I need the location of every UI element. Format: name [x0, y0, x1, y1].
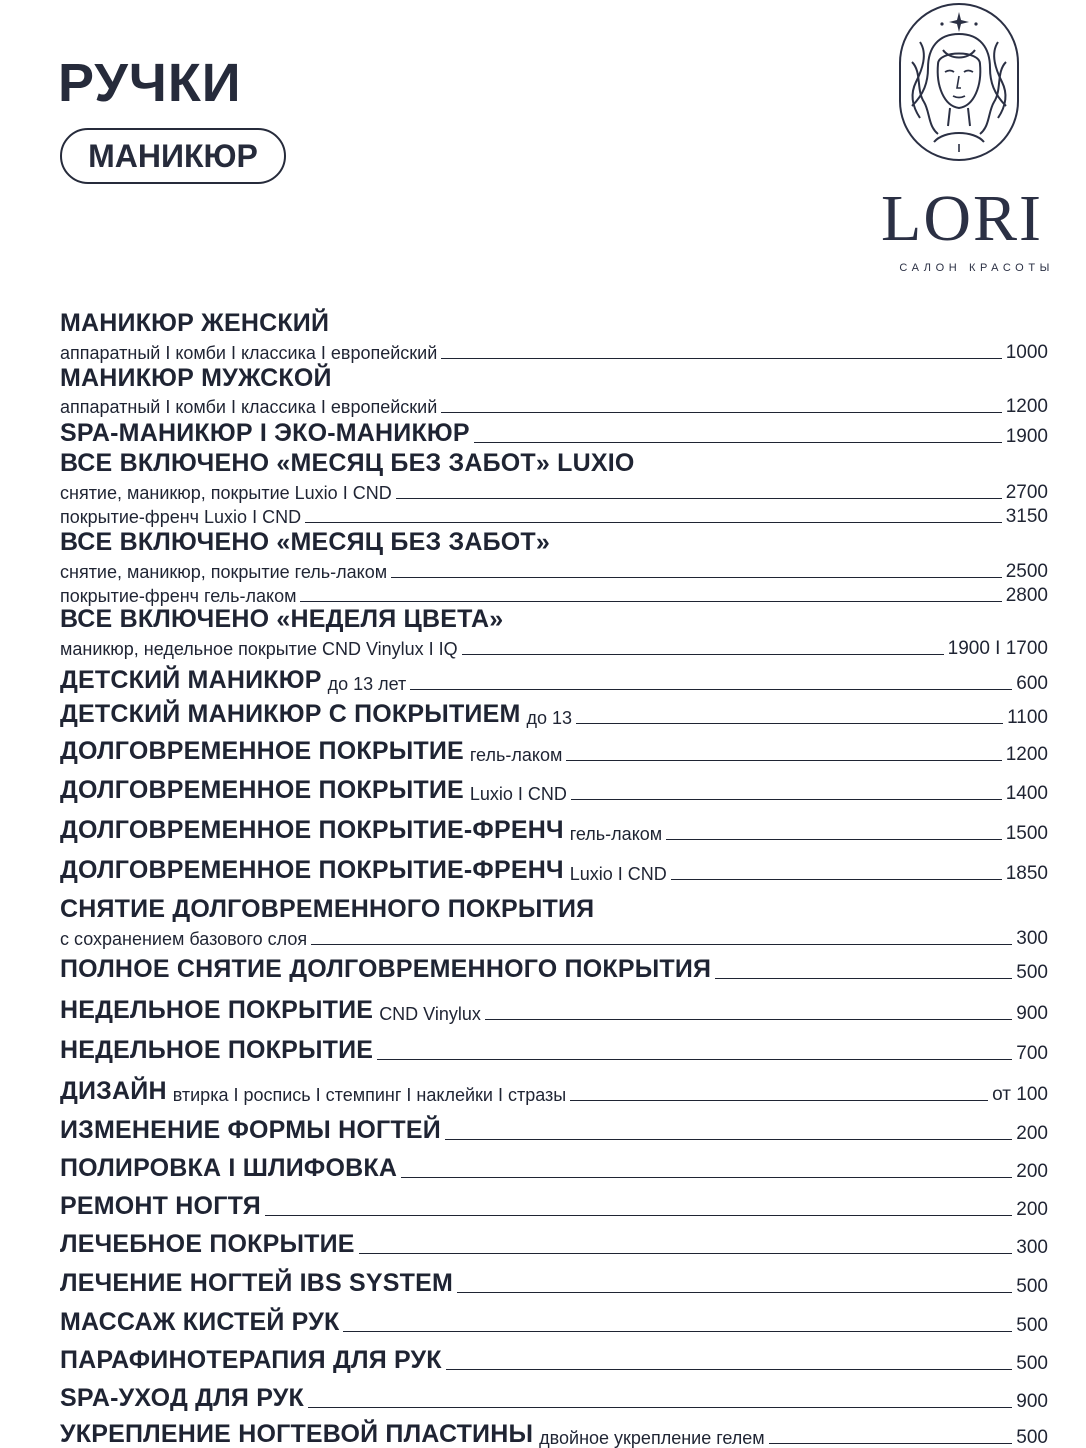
service-row	[60, 1113, 1048, 1143]
woman-face-emblem-icon	[898, 2, 1020, 162]
dotted-leader-line	[445, 1139, 1012, 1140]
service-name: РЕМОНТ НОГТЯ	[60, 1192, 261, 1220]
service-row	[60, 1033, 1048, 1063]
service-name: SPA-МАНИКЮР I ЭКО-МАНИКЮР	[60, 419, 470, 447]
service-note: CND Vinylux	[379, 1004, 481, 1024]
service-note: двойное укрепление гелем	[539, 1428, 765, 1448]
dotted-leader-line	[715, 978, 1012, 979]
category-label: МАНИКЮР	[88, 137, 258, 174]
service-note: Luxio I CND	[469, 784, 567, 804]
service-price: 2700	[1005, 482, 1048, 503]
dotted-leader-line	[305, 522, 1002, 523]
service-name: ДОЛГОВРЕМЕННОЕ ПОКРЫТИЕ	[60, 737, 464, 765]
service-note: снятие, маникюр, покрытие Luxio I CND	[60, 483, 392, 503]
service-price: 1850	[1005, 863, 1048, 884]
service-name: МАССАЖ КИСТЕЙ РУК	[60, 1308, 340, 1336]
service-price: 500	[1016, 962, 1048, 983]
service-name: ВСЕ ВКЛЮЧЕНО «МЕСЯЦ БЕЗ ЗАБОТ»	[60, 528, 550, 556]
service-note: покрытие-френч Luxio I CND	[60, 507, 302, 527]
service-price: от 100	[992, 1084, 1048, 1105]
service-row	[60, 1381, 1048, 1411]
service-price: 200	[1016, 1161, 1048, 1182]
dotted-leader-line	[769, 1443, 1013, 1444]
service-note: втирка I роспись I стемпинг I наклейки I стразы	[172, 1085, 567, 1105]
service-name: ДОЛГОВРЕМЕННОЕ ПОКРЫТИЕ-ФРЕНЧ	[60, 816, 564, 844]
service-row	[60, 416, 1048, 446]
service-row	[60, 813, 1048, 843]
dotted-leader-line	[671, 879, 1002, 880]
dotted-leader-line	[570, 1100, 988, 1101]
service-name: ЛЕЧЕНИЕ НОГТЕЙ IBS SYSTEM	[60, 1269, 454, 1297]
service-row	[60, 993, 1048, 1023]
dotted-leader-line	[576, 723, 1003, 724]
service-price: 300	[1016, 1237, 1048, 1258]
service-price: 1100	[1007, 707, 1048, 728]
dotted-leader-line	[308, 1407, 1012, 1408]
service-name: ИЗМЕНЕНИЕ ФОРМЫ НОГТЕЙ	[60, 1116, 441, 1144]
dotted-leader-line	[265, 1215, 1012, 1216]
service-note: до 13 лет	[327, 674, 407, 694]
service-price: 900	[1016, 1003, 1048, 1024]
service-price: 2500	[1005, 561, 1048, 582]
service-row	[60, 663, 1048, 693]
dotted-leader-line	[446, 1369, 1013, 1370]
service-row	[60, 1417, 1048, 1447]
dotted-leader-line	[441, 412, 1001, 413]
service-note: маникюр, недельное покрытие CND Vinylux I IQ	[60, 639, 458, 659]
service-row	[60, 773, 1048, 803]
service-price: 3150	[1005, 506, 1048, 527]
service-name: НЕДЕЛЬНОЕ ПОКРЫТИЕ	[60, 1036, 374, 1064]
service-name: ПОЛИРОВКА I ШЛИФОВКА	[60, 1154, 398, 1182]
service-price: 500	[1016, 1427, 1048, 1448]
service-note: гель-лаком	[469, 745, 563, 765]
dotted-leader-line	[457, 1292, 1012, 1293]
service-note: до 13	[526, 708, 573, 728]
service-price: 1000	[1005, 342, 1048, 363]
service-row	[60, 853, 1048, 883]
service-row	[60, 1189, 1048, 1219]
dotted-leader-line	[343, 1331, 1012, 1332]
service-name: СНЯТИЕ ДОЛГОВРЕМЕННОГО ПОКРЫТИЯ	[60, 895, 595, 923]
service-variant-row	[60, 575, 1048, 605]
service-note: гель-лаком	[569, 824, 663, 844]
service-note: с сохранением базового слоя	[60, 929, 308, 949]
service-note: аппаратный I комби I классика I европейский	[60, 397, 438, 417]
service-price: 1200	[1005, 396, 1048, 417]
service-price: 500	[1016, 1315, 1048, 1336]
service-name: ДОЛГОВРЕМЕННОЕ ПОКРЫТИЕ-ФРЕНЧ	[60, 856, 564, 884]
service-price: 2800	[1005, 585, 1048, 606]
service-row	[60, 734, 1048, 764]
service-row	[60, 1266, 1048, 1296]
dotted-leader-line	[410, 689, 1012, 690]
service-name: НЕДЕЛЬНОЕ ПОКРЫТИЕ	[60, 996, 374, 1024]
dotted-leader-line	[566, 760, 1001, 761]
service-note: снятие, маникюр, покрытие гель-лаком	[60, 562, 388, 582]
service-name: ДЕТСКИЙ МАНИКЮР С ПОКРЫТИЕМ	[60, 700, 521, 728]
service-variant-row	[60, 918, 1048, 948]
service-name: ВСЕ ВКЛЮЧЕНО «МЕСЯЦ БЕЗ ЗАБОТ» LUXIO	[60, 449, 635, 477]
service-price: 1900 I 1700	[947, 638, 1048, 659]
service-price: 300	[1016, 928, 1048, 949]
service-name: ПОЛНОЕ СНЯТИЕ ДОЛГОВРЕМЕННОГО ПОКРЫТИЯ	[60, 955, 712, 983]
service-note: аппаратный I комби I классика I европейский	[60, 343, 438, 363]
category-badge	[60, 128, 286, 184]
service-price: 600	[1016, 673, 1048, 694]
service-price: 200	[1016, 1123, 1048, 1144]
logo-tagline: САЛОН КРАСОТЫ	[899, 262, 1054, 274]
service-name: МАНИКЮР ЖЕНСКИЙ	[60, 309, 330, 337]
service-row	[60, 1151, 1048, 1181]
service-variant-row	[60, 386, 1048, 416]
service-price: 1500	[1005, 823, 1048, 844]
service-row	[60, 697, 1048, 727]
service-price: 500	[1016, 1353, 1048, 1374]
service-price: 900	[1016, 1391, 1048, 1412]
service-price: 1900	[1005, 426, 1048, 447]
dotted-leader-line	[485, 1019, 1012, 1020]
dotted-leader-line	[401, 1177, 1012, 1178]
service-name: ПАРАФИНОТЕРАПИЯ ДЛЯ РУК	[60, 1346, 442, 1374]
service-row	[60, 1343, 1048, 1373]
dotted-leader-line	[311, 944, 1012, 945]
service-price: 200	[1016, 1199, 1048, 1220]
service-name: SPA-УХОД ДЛЯ РУК	[60, 1384, 304, 1412]
service-variant-row	[60, 496, 1048, 526]
service-note: покрытие-френч гель-лаком	[60, 586, 297, 606]
service-name: УКРЕПЛЕНИЕ НОГТЕВОЙ ПЛАСТИНЫ	[60, 1420, 534, 1448]
service-name: ДОЛГОВРЕМЕННОЕ ПОКРЫТИЕ	[60, 776, 464, 804]
service-name: ВСЕ ВКЛЮЧЕНО «НЕДЕЛЯ ЦВЕТА»	[60, 605, 504, 633]
service-note: Luxio I CND	[569, 864, 667, 884]
service-price: 700	[1016, 1043, 1048, 1064]
service-price: 1200	[1005, 744, 1048, 765]
service-row	[60, 1305, 1048, 1335]
dotted-leader-line	[666, 839, 1002, 840]
dotted-leader-line	[571, 799, 1002, 800]
service-price: 500	[1016, 1276, 1048, 1297]
dotted-leader-line	[441, 358, 1001, 359]
dotted-leader-line	[359, 1253, 1013, 1254]
dotted-leader-line	[474, 442, 1002, 443]
service-price: 1400	[1005, 783, 1048, 804]
service-variant-row	[60, 332, 1048, 362]
page-title: РУЧКИ	[58, 53, 242, 113]
service-name: ЛЕЧЕБНОЕ ПОКРЫТИЕ	[60, 1230, 355, 1258]
service-name: ДЕТСКИЙ МАНИКЮР	[60, 666, 322, 694]
salon-logo	[862, 0, 1062, 290]
service-name: ДИЗАЙН	[60, 1077, 167, 1105]
service-variant-row	[60, 628, 1048, 658]
service-row	[60, 952, 1048, 982]
service-row	[60, 1074, 1048, 1104]
dotted-leader-line	[462, 654, 944, 655]
service-row	[60, 1227, 1048, 1257]
logo-name: LORI	[881, 182, 1043, 255]
service-name: МАНИКЮР МУЖСКОЙ	[60, 364, 332, 392]
dotted-leader-line	[377, 1059, 1012, 1060]
